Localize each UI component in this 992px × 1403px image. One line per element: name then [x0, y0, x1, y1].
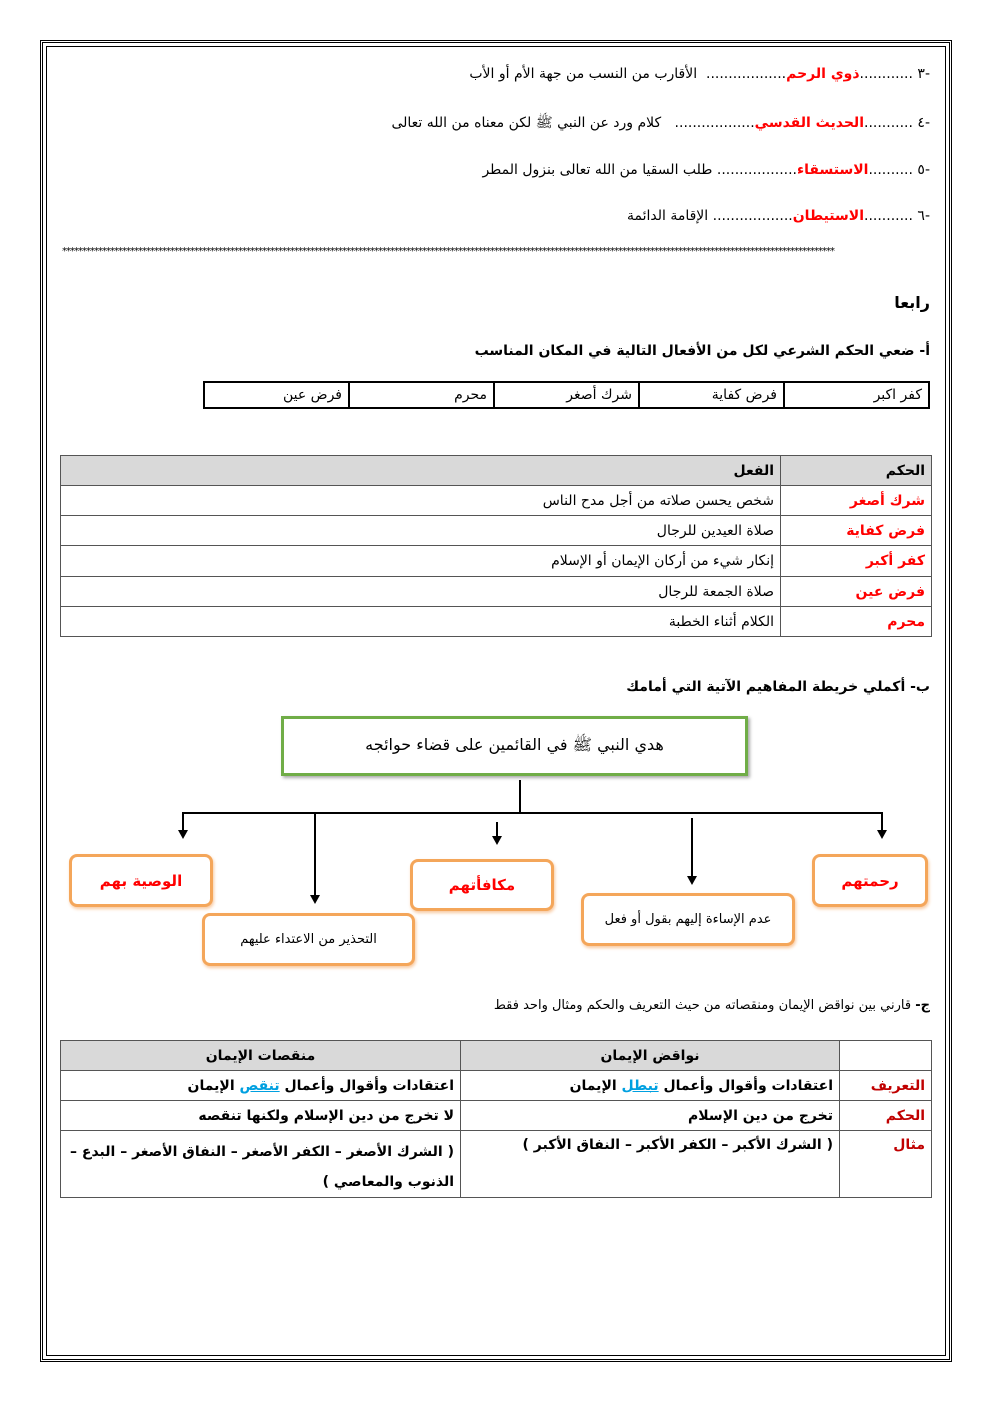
concept-node: رحمتهم: [812, 854, 928, 907]
word-bank-item: فرض عين: [204, 382, 349, 408]
definition-4: -٤ ...........الحديث القدسي.................. كلام ورد عن النبي ﷺ لكن معناه من الله تعالى: [391, 115, 930, 131]
concept-node: عدم الإساءة إليهم بقول أو فعل: [581, 893, 795, 946]
arrow-down-icon: [310, 895, 320, 904]
arrow-down-icon: [687, 876, 697, 885]
table-row: كفر أكبر إنكار شيء من أركان الإيمان أو الإسلام: [61, 546, 932, 577]
word-bank: [203, 381, 930, 409]
concept-node: الوصية بهم: [69, 854, 213, 907]
part-c-heading: ج- قارني بين نواقض الإيمان ومنقصاته من حيث التعريف والحكم ومثال واحد فقط: [493, 998, 930, 1013]
rulings-table: [60, 455, 932, 637]
concept-node: التحذير من الاعتداء عليهم: [202, 913, 415, 966]
concept-map-root: هدي النبي ﷺ في القائمين على قضاء حوائجه: [281, 716, 748, 776]
table-row: محرم الكلام أثناء الخطبة: [61, 607, 932, 637]
word-bank-item: محرم: [349, 382, 494, 408]
header-act: الفعل: [61, 456, 781, 486]
definition-3: -٣ ............ذوي الرحم.................. الأقارب من النسب من جهة الأم أو الأب: [469, 66, 930, 82]
word-bank-item: شرك أصغر: [494, 382, 639, 408]
table-row: الحكم تخرج من دين الإسلام لا تخرج من دين الإسلام ولكنها تنقصه: [61, 1101, 932, 1131]
definition-5: -٥ ..........الاستسقاء.................. طلب السقيا من الله تعالى بنزول المطر: [482, 162, 930, 178]
connector-line: [183, 812, 883, 814]
table-row: مثال ( الشرك الأكبر – الكفر الأكبر – النفاق الأكبر ) ( الشرك الأصغر – الكفر الأصغر – النفاق الأصغر – البدع – الذنوب والمعاصي ): [61, 1131, 932, 1198]
comparison-table: نواقض الإيمان منقصات الإيمان التعريف اعتقادات وأقوال وأعمال تبطل الإيمان اعتقادات وأقوال وأعمال تنقص الإيمان الحكم تخرج من دين الإسلام لا تخرج من دين الإسلام ولكنها تنقصه مثال ( الشرك الأكبر – الكفر الأكبر – النفاق الأكبر ) ( الشرك الأصغر – الكفر الأصغر – النفاق الأصغر – البدع – الذنوب والمعاصي ): [60, 1040, 932, 1198]
definition-6: -٦ ...........الاستيطان.................. الإقامة الدائمة: [626, 208, 930, 224]
arrow-down-icon: [877, 830, 887, 839]
part-b-heading: ب- أكملي خريطة المفاهيم الآتية التي أمامك: [626, 679, 930, 695]
section-title: رابعا: [894, 293, 930, 312]
separator-stars: *************************************************************************************************************************************************************************************************: [62, 246, 834, 257]
word-bank-item: كفر اكبر: [784, 382, 929, 408]
table-row: شرك أصغر شخص يحسن صلاته من أجل مدح الناس: [61, 486, 932, 516]
part-a-heading: أ- ضعي الحكم الشرعي لكل من الأفعال التالية في المكان المناسب: [474, 343, 930, 359]
concept-node: مكافأتهم: [410, 859, 554, 911]
word-bank-item: فرض كفاية: [639, 382, 784, 408]
arrow-down-icon: [492, 836, 502, 845]
table-row: التعريف اعتقادات وأقوال وأعمال تبطل الإيمان اعتقادات وأقوال وأعمال تنقص الإيمان: [61, 1071, 932, 1101]
arrow-down-icon: [178, 830, 188, 839]
table-row: فرض كفاية صلاة العيدين للرجال: [61, 516, 932, 546]
table-row: فرض عين صلاة الجمعة للرجال: [61, 577, 932, 607]
header-ruling: الحكم: [781, 456, 932, 486]
